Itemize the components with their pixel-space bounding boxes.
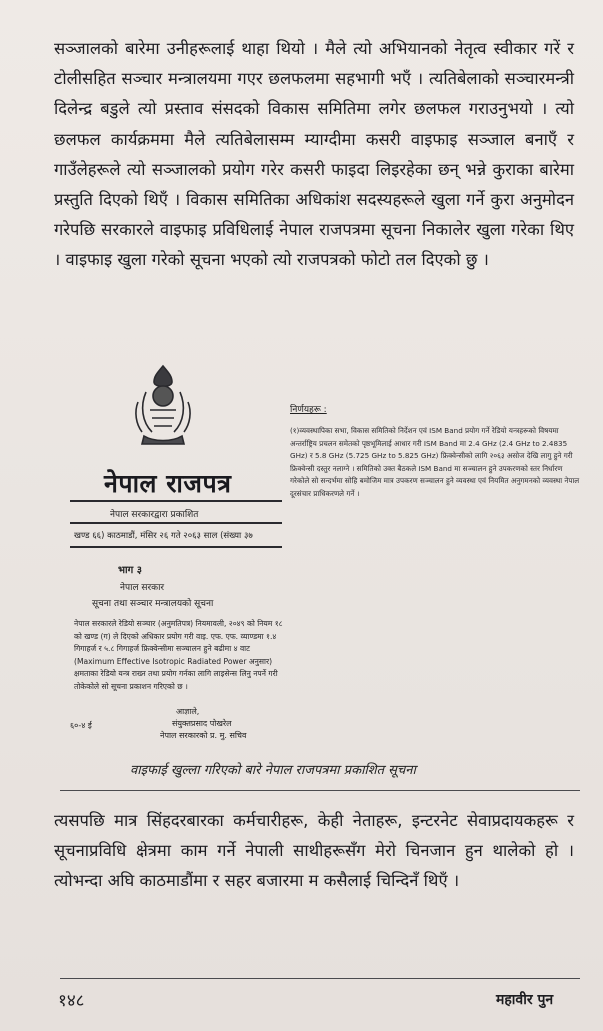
gazette-order: आज्ञाले, — [176, 707, 200, 716]
gazette-issue-line: खण्ड ६६) काठमाडौं, मंसिर २६ गते २०६३ साल (संख्या ३७ — [74, 531, 253, 541]
remarks-text: (१)व्यवस्थापिका सभा, विकास समितिको निर्देशन एवं ISM Band प्रयोग गर्ने रेडियो यन्त्रहरूको विषयमा अन्तर्राष्ट्रिय प्रचलन समेतको पृष्ठभूमिलाई आधार गरी ISM Band मा 2.4 GHz (2.4 GHz to 2.4835 GHz) र 5.8 GHz (5.725 GHz to 5.825 GHz) फ्रिक्वेन्सीको लागि २०६३ असोज देखि लागु हुने गरी फ्रिक्वेन्सी दस्तुर नलाग्ने । समितिको उक्त बैठकले ISM Band मा सञ्चालन हुने उपकरणको स्तर निर्धारण गरेकोले सो सन्दर्भमा सोहि बमोजिम मात्र उपकरण सञ्चालन हुने व्यवस्था एवं नियमित अनुगमनको व्यवस्था नेपाल दूरसंचार प्राधिकरणले गर्ने । — [290, 426, 580, 498]
gazette-rule — [70, 500, 282, 502]
gazette-part: भाग ३ — [118, 565, 142, 576]
gazette-number: ६०-४ ई — [70, 721, 92, 730]
body-paragraph-2: त्यसपछि मात्र सिंहदरबारका कर्मचारीहरू, केही नेताहरू, इन्टरनेट सेवाप्रदायकहरू र सूचनाप्रविधि क्षेत्रमा काम गर्ने नेपाली साथीहरूसँग मेरो चिनजान हुन थालेको हो । त्योभन्दा अघि काठमाडौंमा र सहर बजारमा म कसैलाई चिन्दिनँ थिएँ । — [54, 811, 574, 890]
gazette-rule — [70, 546, 282, 548]
gazette-notice-text: नेपाल सरकारले रेडियो सञ्चार (अनुमतिपत्र) नियमावली, २०४९ को नियम १८ को खण्ड (ग) ले दिएको अधिकार प्रयोग गरी वाइ. एफ. एफ. व्याण्डमा १.४ गिगाहर्ज र ५.८ गिगाहर्ज फ्रिक्वेन्सीमा सञ्चालन हुने बढीमा ४ वाट (Maximum Effective Isotropic Radiated Power अनुसार) क्षमताका रेडियो यन्त्र राख्न तथा प्रयोग गर्नका लागि लाइसेन्स लिनु नपर्ने गरी तोकेकोले सो सूचना प्रकाशन गरिएको छ । — [74, 619, 283, 691]
remarks-label: निर्णयहरू : — [290, 405, 327, 415]
gazette-title: नेपाल राजपत्र — [104, 469, 232, 498]
body-paragraph-1: सञ्जालको बारेमा उनीहरूलाई थाहा थियो । मैले त्यो अभियानको नेतृत्व स्वीकार गरें र टोलीसहित सञ्चार मन्त्रालयमा गएर छलफलमा सहभागी भएँ । त्यतिबेलाको सञ्चारमन्त्री दिलेन्द्र बडुले त्यो प्रस्ताव संसदको विकास समितिमा लगेर छलफल गराउनुभयो । त्यो छलफल कार्यक्रममा मैले त्यतिबेलासम्म म्याग्दीमा कसरी वाइफाइ सञ्जाल बनाएँ र गाउँलेहरूले त्यो सञ्जालको प्रयोग गरेर कसरी फाइदा लिइरहेका छन् भन्ने कुराका बारेमा प्रस्तुति दिएको थिएँ । विकास समितिका अधिकांश सदस्यहरूले खुला गर्ने कुरा अनुमोदन गरेपछि सरकारले वाइफाइ प्रविधिलाई नेपाल राजपत्रमा सूचना निकालेर खुला गरेका थिए । वाइफाइ खुला गरेको सूचना भएको त्यो राजपत्रको फोटो तल दिएको छु । — [54, 39, 574, 270]
gazette-remarks — [290, 402, 580, 501]
author-name: महावीर पुन — [496, 992, 554, 1008]
gazette-signatory: संयुक्तप्रसाद पोखरेल — [172, 719, 232, 728]
gazette-rule — [70, 522, 282, 524]
caption-rule — [60, 790, 580, 791]
gazette-ministry-notice: सूचना तथा सञ्चार मन्त्रालयको सूचना — [92, 599, 214, 609]
nepal-emblem-icon — [132, 362, 194, 448]
page-number: १४८ — [58, 991, 85, 1011]
gazette-designation: नेपाल सरकारको प्र. मु. सचिव — [160, 731, 247, 740]
gazette-subtitle: नेपाल सरकारद्वारा प्रकाशित — [110, 510, 199, 520]
figure-caption: वाइफाई खुल्ला गरिएको बारे नेपाल राजपत्रमा प्रकाशित सूचना — [130, 763, 416, 778]
footer-rule — [60, 978, 580, 979]
gazette-office: नेपाल सरकार — [120, 583, 165, 593]
